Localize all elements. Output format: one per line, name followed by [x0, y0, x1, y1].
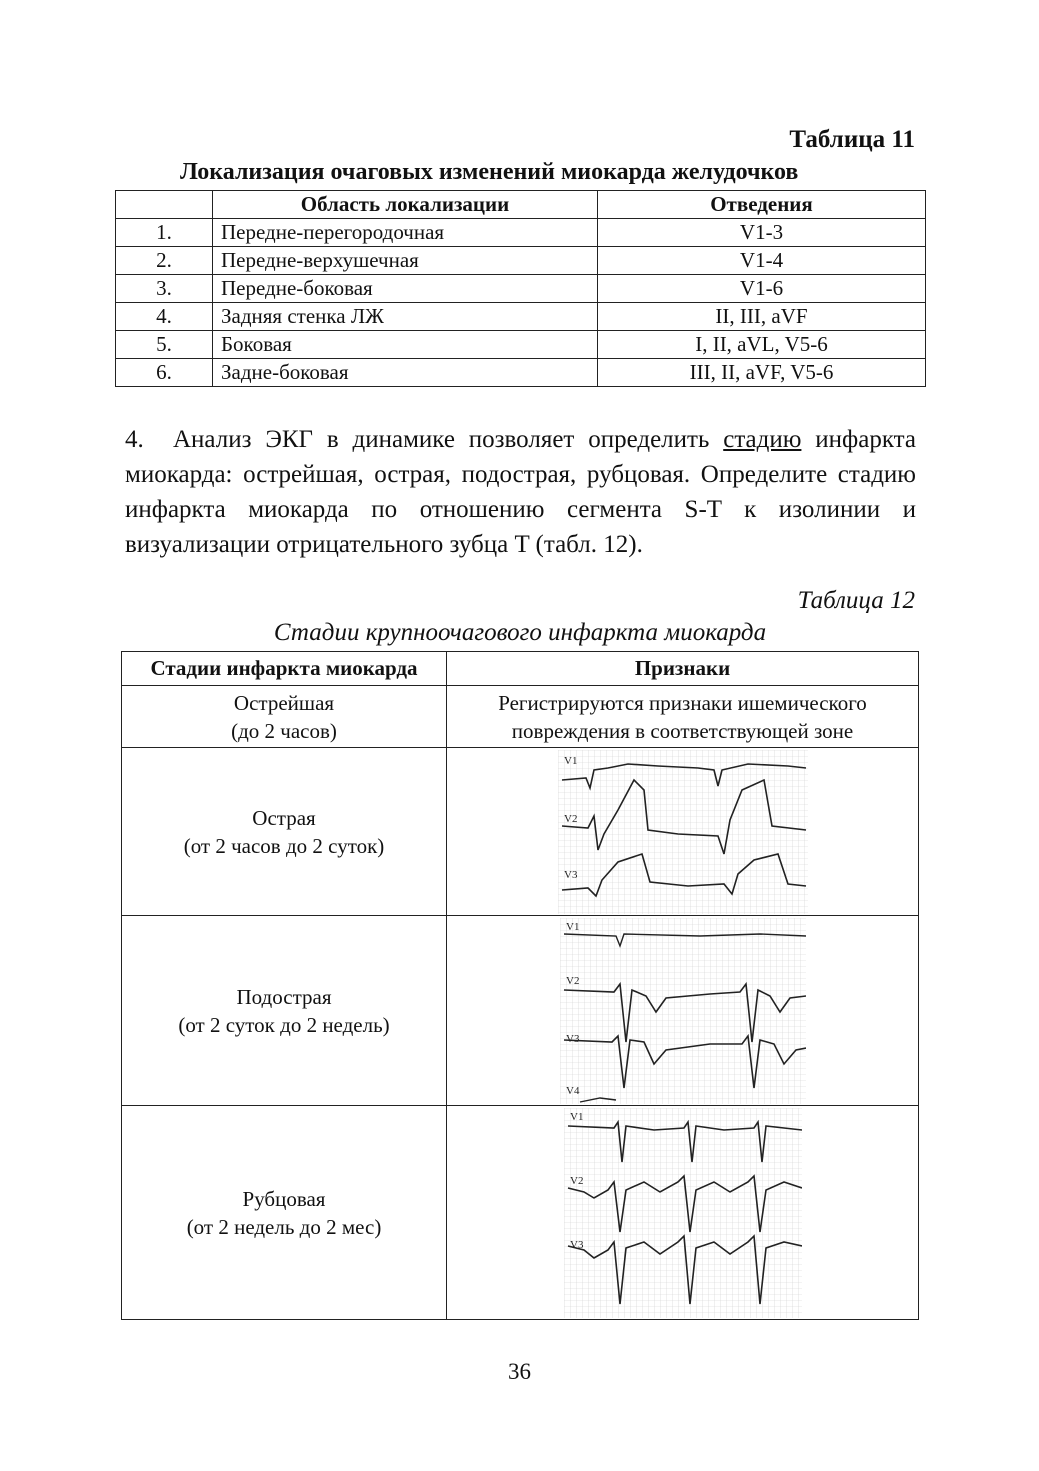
table-row [116, 359, 926, 387]
cell-stage [122, 686, 447, 748]
cell-num: 2. [116, 247, 213, 275]
header-leads: Отведения [598, 191, 926, 219]
ecg-lead-label: V1 [565, 920, 579, 933]
table-row [122, 686, 919, 748]
ecg-image-subacute [560, 918, 806, 1104]
signs-text-line: повреждения в соответствующей зоне [511, 718, 854, 743]
cell-area: Задняя стенка ЛЖ [213, 303, 598, 331]
cell-signs [447, 686, 919, 748]
ecg-lead-label: V3 [569, 1238, 583, 1251]
ecg-lead-label: V3 [565, 1032, 579, 1045]
table-11-title: Локализация очаговых изменений миокарда желудочков [180, 159, 799, 185]
paragraph-text-after: инфаркта миокарда: острейшая, острая, подострая, рубцовая. Определите стадию инфаркта миокарда по отношению сегмента S-T к изолинии и визуализации отрицательного зубца T (табл. 12). [125, 426, 916, 558]
ecg-lead-label: V2 [569, 1174, 583, 1187]
table-header-row [116, 191, 926, 219]
cell-leads: II, III, aVF [598, 303, 926, 331]
cell-num: 5. [116, 331, 213, 359]
stage-name: Острая [252, 805, 316, 830]
cell-leads: V1-3 [598, 219, 926, 247]
cell-signs [447, 1106, 919, 1320]
table-row [116, 303, 926, 331]
table-row [122, 1106, 919, 1320]
cell-num: 4. [116, 303, 213, 331]
stage-period: (от 2 часов до 2 суток) [183, 833, 385, 858]
header-stage: Стадии инфаркта миокарда [122, 652, 447, 686]
ecg-lead-label: V3 [563, 868, 577, 881]
ecg-lead-label: V4 [565, 1084, 579, 1097]
table-11 [115, 190, 926, 387]
cell-stage [122, 748, 447, 916]
table-11-number: Таблица 11 [789, 126, 915, 153]
cell-leads: III, II, aVF, V5-6 [598, 359, 926, 387]
header-signs: Признаки [447, 652, 919, 686]
cell-leads: V1-6 [598, 275, 926, 303]
header-area: Область локализации [213, 191, 598, 219]
cell-leads: V1-4 [598, 247, 926, 275]
stage-name: Острейшая [233, 690, 335, 715]
table-12-number: Таблица 12 [797, 587, 915, 614]
ecg-lead-label: V2 [565, 974, 579, 987]
signs-text-line: Регистрируются признаки ишемического [498, 690, 867, 715]
table-header-row [122, 652, 919, 686]
cell-num: 6. [116, 359, 213, 387]
paragraph-text-before: Анализ ЭКГ в динамике позволяет определить [173, 426, 724, 453]
cell-area: Боковая [213, 331, 598, 359]
page-number: 36 [508, 1359, 531, 1384]
stage-name: Подострая [236, 984, 332, 1009]
cell-area: Передне-перегородочная [213, 219, 598, 247]
cell-signs [447, 748, 919, 916]
paragraph-underlined: стадию [723, 426, 802, 453]
ecg-image-acute [558, 750, 808, 914]
table-row [116, 275, 926, 303]
ecg-image-scar [564, 1108, 802, 1318]
table-row [116, 219, 926, 247]
table-row [116, 331, 926, 359]
cell-stage [122, 1106, 447, 1320]
stage-period: (от 2 суток до 2 недель) [178, 1012, 390, 1037]
body-paragraph [125, 422, 916, 562]
cell-num: 1. [116, 219, 213, 247]
cell-area: Передне-верхушечная [213, 247, 598, 275]
table-row [116, 247, 926, 275]
stage-period: (до 2 часов) [231, 718, 337, 743]
cell-num: 3. [116, 275, 213, 303]
ecg-lead-label: V1 [569, 1110, 583, 1123]
cell-area: Передне-боковая [213, 275, 598, 303]
cell-signs [447, 916, 919, 1106]
cell-area: Задне-боковая [213, 359, 598, 387]
table-row [122, 748, 919, 916]
header-num [116, 191, 213, 219]
table-12 [121, 651, 919, 1320]
stage-name: Рубцовая [242, 1186, 326, 1211]
ecg-lead-label: V2 [563, 812, 577, 825]
ecg-lead-label: V1 [563, 754, 577, 767]
table-row [122, 916, 919, 1106]
table-12-title: Стадии крупноочагового инфаркта миокарда [273, 619, 767, 646]
paragraph-number: 4. [125, 426, 144, 453]
stage-period: (от 2 недель до 2 мес) [186, 1214, 382, 1239]
cell-stage [122, 916, 447, 1106]
cell-leads: I, II, aVL, V5-6 [598, 331, 926, 359]
